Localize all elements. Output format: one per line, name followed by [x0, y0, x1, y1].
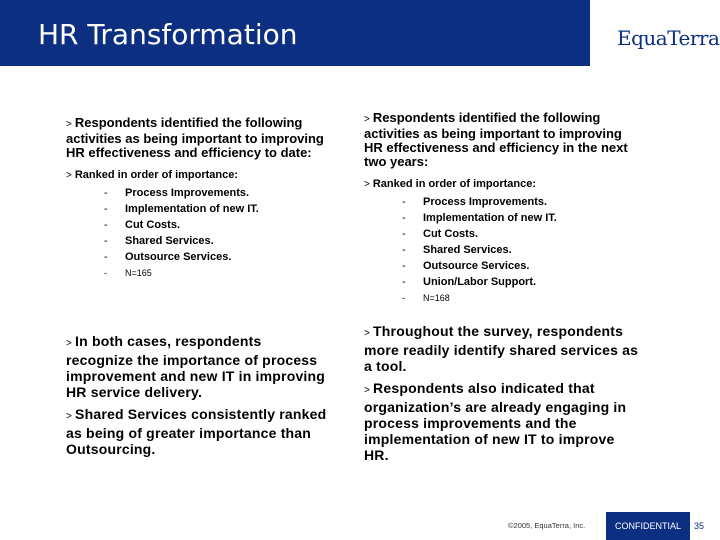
list-item: - Shared Services.: [104, 235, 214, 247]
slide-header: [0, 0, 720, 70]
list-item: - Union/Labor Support.: [402, 276, 537, 288]
list-item: - Process Improvements.: [402, 196, 548, 208]
left-rank-list: [66, 185, 336, 281]
right-summary-2: > Respondents also indicated that organization’s are already engaging in process improvements and the implementation of new IT to improve HR.: [364, 380, 627, 463]
slide-title: HR Transformation: [38, 18, 298, 51]
right-bottom-block: [364, 323, 642, 469]
sample-size: - N=168: [402, 293, 450, 303]
list-item: - Process Improvements.: [104, 187, 250, 199]
arrow-bullet-icon: >: [66, 338, 73, 349]
list-item: - Implementation of new IT.: [104, 203, 259, 215]
left-summary-2: > Shared Services consistently ranked as being of greater importance than Outsourcing.: [66, 406, 327, 457]
right-top-block: [364, 111, 634, 306]
copyright-text: ©2005, EquaTerra, Inc.: [508, 521, 586, 530]
right-intro: > Respondents identified the following activities as being important to improving HR effectiveness and efficiency in the next two years:: [364, 110, 628, 169]
left-top-block: [66, 116, 336, 281]
right-summary-1: > Throughout the survey, respondents more readily identify shared services as a tool.: [364, 323, 639, 374]
arrow-bullet-icon: >: [66, 119, 72, 130]
arrow-bullet-icon: >: [364, 114, 370, 125]
left-intro: > Respondents identified the following activities as being important to improving HR effectiveness and efficiency to date:: [66, 115, 324, 160]
title-bar: [0, 0, 590, 66]
page-number: 35: [694, 521, 705, 531]
list-item: - Implementation of new IT.: [402, 212, 557, 224]
list-item: - Cut Costs.: [104, 219, 180, 231]
left-rank-label: > Ranked in order of importance:: [66, 169, 239, 181]
confidential-label: CONFIDENTIAL: [606, 512, 690, 540]
left-bottom-block: [66, 333, 328, 463]
list-item: - Cut Costs.: [402, 228, 478, 240]
arrow-bullet-icon: >: [66, 170, 72, 181]
sample-size: - N=165: [104, 268, 152, 278]
right-rank-list: [364, 194, 634, 306]
arrow-bullet-icon: >: [364, 385, 371, 396]
list-item: - Shared Services.: [402, 244, 512, 256]
list-item: - Outsource Services.: [104, 251, 232, 263]
equaterra-logo: EquaTerra: [617, 26, 720, 50]
right-rank-label: > Ranked in order of importance:: [364, 178, 537, 190]
arrow-bullet-icon: >: [364, 328, 371, 339]
arrow-bullet-icon: >: [364, 179, 370, 190]
list-item: - Outsource Services.: [402, 260, 530, 272]
arrow-bullet-icon: >: [66, 411, 73, 422]
left-summary-1: > In both cases, respondents recognize the importance of process improvement and new IT in improving HR service delivery.: [66, 333, 326, 400]
